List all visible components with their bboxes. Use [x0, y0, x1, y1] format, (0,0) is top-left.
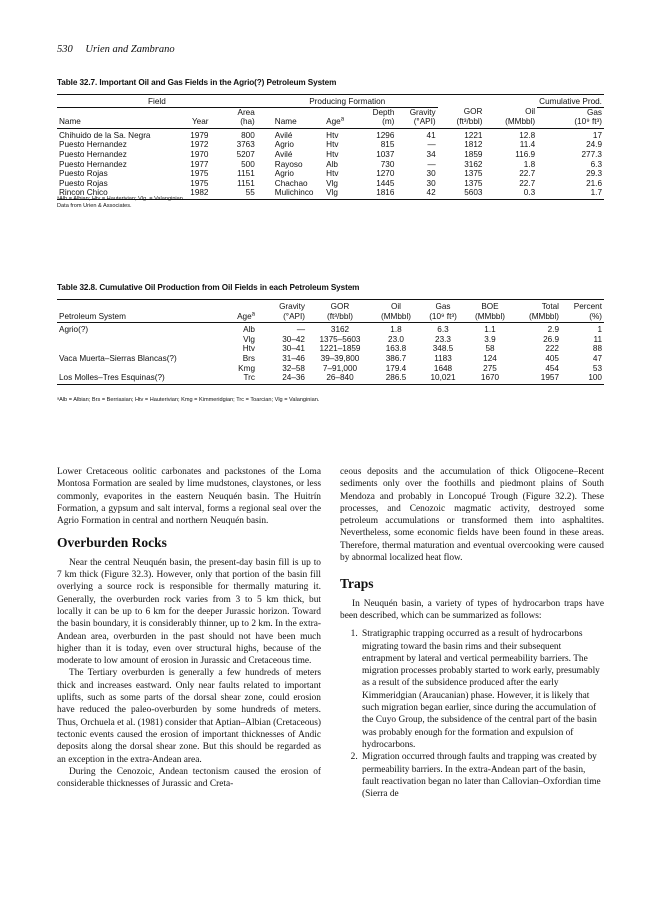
table1-header-name: Name [57, 117, 175, 128]
table1-header-gor-unit: (ft³/bbl) [438, 117, 485, 128]
table2-cell: 1957 [513, 373, 561, 384]
table1-cell: 815 [380, 140, 395, 150]
table1-header-gas: Gas [586, 107, 602, 117]
table1-header-depth: Depth [372, 107, 395, 117]
table2-header-percent-unit: (%) [561, 312, 604, 323]
table2-cell: 3162 [330, 325, 350, 335]
traps-intro-paragraph: In Neuquén basin, a variety of types of hydrocarbon traps have been described, which can be summarized as follows: [340, 598, 604, 621]
running-head-authors: Urien and Zambrano [85, 44, 175, 55]
heading-traps: Traps [340, 576, 374, 592]
table2-cell: 1.1 [484, 325, 496, 335]
table1-row [57, 160, 604, 170]
table1-cell: Agrio [274, 169, 294, 179]
table1-cell: 1.7 [537, 188, 604, 199]
table1-cell: 500 [241, 159, 255, 169]
table2-cell: 222 [545, 344, 559, 354]
table2-cell: 31–46 [282, 353, 305, 363]
table1-body [57, 128, 604, 199]
table1-cell: 12.8 [519, 130, 536, 140]
table1-cell: 29.3 [586, 169, 602, 179]
table1-cell: 1975 [190, 169, 209, 179]
table1-cell: Chachao [274, 178, 308, 188]
table1-cell: Puesto Hernandez [59, 149, 127, 159]
table2-row [57, 373, 604, 384]
table1-cell: 800 [241, 130, 255, 140]
table2-cell: 10,021 [419, 373, 467, 384]
table1-cell: 1151 [237, 178, 255, 188]
table2-row [57, 323, 604, 335]
table1-cell: Puesto Rojas [59, 169, 108, 179]
table1-row [57, 169, 604, 179]
table1-cell: 1375 [464, 178, 483, 188]
table2-cell: 1.8 [390, 325, 402, 335]
table2-cell: 32–58 [282, 363, 305, 373]
table2-cell: Vlg [243, 334, 255, 344]
table2-header-oil: Oil [373, 300, 419, 312]
table2-cell: Kmg [238, 363, 255, 373]
table1-cell: 1975 [190, 178, 209, 188]
table1-cell: Rincon Chico [57, 188, 175, 199]
table2-header-gor-unit: (ft³/bbl) [307, 312, 373, 323]
table2-cell: 1648 [433, 363, 453, 373]
table2-row [57, 344, 604, 354]
table2-cell: 30–41 [282, 344, 305, 354]
table2-cell: 53 [592, 363, 602, 373]
table1-header-area: Area [237, 107, 255, 117]
table1-cell: 6.3 [590, 159, 602, 169]
table1-cell: 30 [426, 178, 436, 188]
table1-cell: 0.3 [484, 188, 537, 199]
table1-cell: 41 [426, 130, 436, 140]
table1-cell: Vlg [326, 178, 338, 188]
table2-cell [57, 335, 217, 345]
table1-cell: — [427, 159, 436, 169]
table2-cell: 58 [485, 344, 495, 354]
table1-cell: 21.6 [586, 178, 602, 188]
table1-cell: Puesto Hernandez [59, 140, 127, 150]
table2-cell: 405 [545, 353, 559, 363]
table1-cell: 730 [380, 159, 395, 169]
table1-group-field: Field [57, 95, 257, 108]
table2-body [57, 323, 604, 385]
table2-header-percent: Percent [561, 300, 604, 312]
table1-cell: 5603 [438, 188, 485, 199]
table2-cell: 39–39,800 [320, 353, 360, 363]
table2-cell: 100 [561, 373, 604, 384]
table1-cell: Htv [326, 149, 339, 159]
table1-header-oil-unit: (MMbbl) [484, 117, 537, 128]
table1-cell: Alb [326, 159, 338, 169]
table2-cell: 26.9 [543, 334, 559, 344]
traps-list-item: 1. Stratigraphic trapping occurred as a result of hydrocarbons migrating toward the basin rims and their subsequent entrapment by lateral and vertical permeability barriers. The migration processes probably started to work early, presumably as a result of the subsidence produced after the early Kimmeridgian (Araucanian) phase. However, it is likely that such migration began earlier, since during the accumulation of the Cuyo Group, the subsidence of the central part of the basin was probably enough for the formation and expulsion of hydrocarbons. [360, 628, 604, 751]
table2-cell: 47 [592, 353, 602, 363]
table1-cell: Avilé [274, 149, 293, 159]
table2-cell: 1183 [434, 353, 452, 363]
table1-cell: Chihuido de la Sa. Negra [59, 130, 151, 140]
table1-header-gravity-unit: (°API) [396, 117, 437, 128]
table2-cell: Agrio(?) [59, 325, 89, 335]
table2-header-oil-unit: (MMbbl) [373, 312, 419, 323]
table2-cell: 1 [597, 325, 602, 335]
traps-list [340, 628, 604, 800]
table2-cell: — [296, 325, 305, 335]
table1-row [57, 150, 604, 160]
table2-cell: 1670 [467, 373, 513, 384]
table1-cell: 1816 [357, 188, 396, 199]
table2-header-gas: Gas [419, 300, 467, 312]
table1-cell: 55 [210, 188, 256, 199]
table1-cell: Mulichinco [257, 188, 324, 199]
table1-cell: Htv [326, 169, 339, 179]
page-number: 530 [57, 44, 73, 55]
table2-cell: Brs [242, 353, 255, 363]
table1-header-depth-unit: (m) [357, 117, 396, 128]
table1-cell: 30 [426, 169, 436, 179]
table2-cell: 286.5 [373, 373, 419, 384]
table1-cell: 42 [396, 188, 437, 199]
table1-cell: 3162 [464, 159, 483, 169]
table1-cell: 1037 [376, 149, 395, 159]
left-intro-paragraph: Lower Cretaceous oolitic carbonates and packstones of the Loma Montosa Formation are sealed by lime mudstones, claystones, or less commonly, evaporites in the eastern Neuquén basin. The Huitrín Formation, a gypsum and salt interval, forms a regional seal over the Agrio Formation in central and northern Neuquén basin. [57, 467, 321, 527]
table1-header-year: Year [175, 117, 210, 128]
overburden-paragraph-2: The Tertiary overburden is generally a few hundreds of meters thick and increases eastward. Only near faults related to important uplifts, such as some parts of the dorsal shear zone, could erosion have reduced the paleo-overburden by some hundreds of meters. Thus, Orchuela et al. (1981) consider that Aptian–Albian (Cretaceous) tectonic events caused the erosion of important thicknesses of Andic deposits along the dorsal shear zone. But this should be regarded as an exception in the extra-Andean area. [57, 668, 321, 765]
table2-row [57, 354, 604, 364]
table2-cell: 454 [545, 363, 559, 373]
table2-header-age: Age$^a$ [217, 312, 257, 323]
table1-cell: 1970 [190, 149, 209, 159]
table1-cell: 17 [592, 130, 602, 140]
table2-cell: Trc [217, 373, 257, 384]
table2-cell: 26–840 [307, 373, 373, 384]
table1-source: Data from Urien & Associates. [57, 203, 132, 209]
table1-header-area-unit: (ha) [210, 117, 256, 128]
table2-cell: Los Molles–Tres Esquinas(?) [57, 373, 217, 384]
table2-header-system: Petroleum System [57, 312, 217, 323]
table1-cell: Puesto Rojas [59, 178, 108, 188]
table2-header-gravity-unit: (°API) [257, 312, 307, 323]
table2-header-total-unit: (MMbbl) [513, 312, 561, 323]
table2-cell: 3.9 [484, 334, 496, 344]
table1-cell: 116.9 [515, 149, 536, 159]
table1-cell: Htv [326, 140, 339, 150]
table2-cell: 11 [593, 334, 602, 344]
table1-header-gor: GOR [463, 107, 483, 117]
table1-cell: 1445 [376, 178, 395, 188]
table2-cell: 7–91,000 [322, 363, 358, 373]
table2-header-boe-unit: (MMbbl) [467, 312, 513, 323]
table1-cell: Vlg [324, 188, 357, 199]
table1-group-cumulative-prod: Cumulative Prod. [537, 95, 604, 108]
table1-caption: Table 32.7. Important Oil and Gas Fields in the Agrio(?) Petroleum System [57, 78, 337, 87]
table1-cell: 3763 [236, 140, 255, 150]
table2 [57, 299, 604, 385]
table2-row [57, 364, 604, 374]
table1-cell: 1972 [190, 140, 209, 150]
table2-header-gas-unit: (10⁹ ft³) [419, 312, 467, 323]
table2-cell [57, 364, 217, 374]
left-column [57, 466, 321, 790]
table2-caption: Table 32.8. Cumulative Oil Production from Oil Fields in each Petroleum System [57, 283, 360, 292]
table1-cell: 1375 [464, 169, 483, 179]
table2-header-boe: BOE [467, 300, 513, 312]
table2-header-gor: GOR [307, 300, 373, 312]
table1-cell: 1979 [190, 130, 209, 140]
right-continuation-paragraph: ceous deposits and the accumulation of thick Oligocene–Recent sediments only over the foothills and piedmont plains of South Mendoza and probably in Loncopué Trough (Figure 32.2). These processes, and Cenozoic magmatic activity, destroyed some petroleum accumulations or transformed them into asphaltites. Nevertheless, some economic fields have been found in these areas. Therefore, thermal maturation and eventual overcooking were caused by abnormal localized heat flow. [340, 467, 604, 564]
table2-cell: 30–42 [282, 334, 305, 344]
table2-cell: 275 [483, 363, 497, 373]
table1-cell: 22.7 [519, 169, 536, 179]
table1-row [57, 128, 604, 140]
table2-cell: 179.4 [385, 363, 407, 373]
table1-cell: 24.9 [586, 140, 602, 150]
heading-overburden-rocks: Overburden Rocks [57, 535, 167, 551]
table2-cell: 386.7 [385, 353, 407, 363]
running-head [57, 44, 175, 55]
table2-row [57, 335, 604, 345]
table1-header-oil: Oil [525, 107, 536, 117]
table2-cell: Alb [243, 325, 255, 335]
table2-cell: 124 [483, 353, 497, 363]
table2-cell: 163.8 [385, 344, 407, 354]
table1-cell: 22.7 [519, 178, 536, 188]
table2-cell: 1375–5603 [319, 334, 361, 344]
table1-cell: 1859 [464, 149, 483, 159]
traps-list-item: 2. Migration occurred through faults and trapping was created by permeability barriers. In the extra-Andean part of the basin, fault reactivation began no later than Callovian–Oxfordian time (Sierra de [360, 751, 604, 800]
table2-header-gravity: Gravity [257, 300, 307, 312]
table1-cell: Puesto Hernandez [59, 159, 127, 169]
table2-footnote: ᵃAlb = Albian; Brs = Berriasian; Htv = Hauterivian; Kmg = Kimmeridgian; Trc = Toarcian; Vlg = Valanginian. [57, 397, 320, 403]
table1-cell: 1221 [464, 130, 483, 140]
table2-cell: Vaca Muerta–Sierras Blancas(?) [59, 353, 177, 363]
table1-group-producing-formation: Producing Formation [257, 95, 438, 108]
table2-cell: 2.9 [547, 325, 559, 335]
table2-cell: 24–36 [257, 373, 307, 384]
table1-cell: Htv [326, 130, 339, 140]
table2-cell: 1221–1859 [319, 344, 361, 354]
table1-cell: Agrio [274, 140, 294, 150]
table2-cell: Htv [242, 344, 255, 354]
table2-cell: 88 [592, 344, 602, 354]
overburden-paragraph-1: Near the central Neuquén basin, the present-day basin fill is up to 7 km thick (Figure 32.3). However, only that portion of the basin fill overlying a source rock is responsible for thermally maturing it. Generally, the overburden rock varies from 3 to 5 km thick, but locally it can be up to 6 km for the deeper Jurassic horizon. Toward the basin boundary, it is considerably thinner, up to 2 km. In the extra-Andean area, overburden in the past should not have been much higher than it is today, even over structural highs, because of the moderate to low amount of erosion in Jurassic and Cretaceous time. [57, 557, 321, 667]
table2-cell: 23.0 [388, 334, 404, 344]
table1-header-gravity: Gravity [409, 107, 436, 117]
table1-cell: 11.4 [519, 140, 536, 150]
table1-cell: 1977 [190, 159, 209, 169]
table1-cell: 5207 [236, 149, 255, 159]
table1 [57, 94, 604, 200]
table1-footnote: ᵃAlb = Albian; Htv = Hauterivian; Vlg. = Valanginian. [57, 196, 185, 202]
table1-cell: 1812 [464, 140, 483, 150]
table1-header-age: Age$^a$ [324, 117, 357, 128]
table1-cell: 277.3 [581, 149, 602, 159]
right-column [340, 466, 604, 800]
table1-cell: 1151 [237, 169, 255, 179]
table1-cell: 1.8 [523, 159, 536, 169]
table1-cell: 1270 [376, 169, 395, 179]
table1-cell: 1296 [376, 130, 395, 140]
table1-cell: Rayoso [274, 159, 303, 169]
table2-cell [57, 344, 217, 354]
table2-cell: 23.3 [435, 334, 451, 344]
table2-cell: 6.3 [437, 325, 449, 335]
table2-header-total: Total [513, 300, 561, 312]
table1-row [57, 179, 604, 189]
table1-cell: Avilé [274, 130, 293, 140]
table1-header-gas-unit: (10⁹ ft³) [537, 117, 604, 128]
table1-header-formation-name: Name [257, 117, 324, 128]
table1-row [57, 140, 604, 150]
overburden-paragraph-3: During the Cenozoic, Andean tectonism caused the erosion of considerable thicknesses of Jurassic and Creta- [57, 766, 321, 790]
table1-cell: — [427, 140, 436, 150]
table1-cell: 1982 [175, 188, 210, 199]
table1-cell: 34 [426, 149, 436, 159]
table2-cell: 348.5 [432, 344, 454, 354]
